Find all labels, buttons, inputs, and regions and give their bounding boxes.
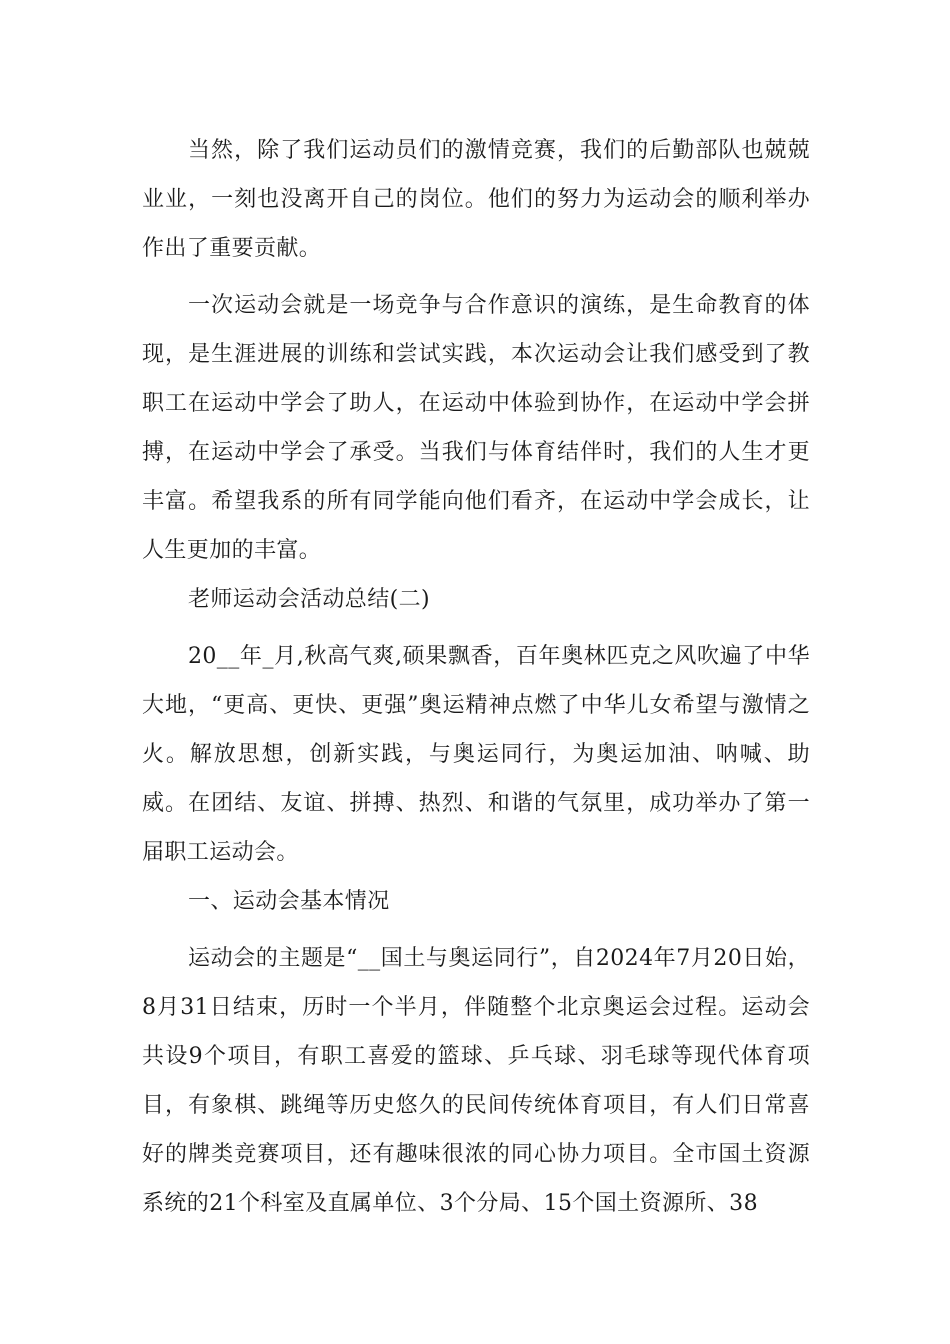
section-title: 老师运动会活动总结(二) xyxy=(188,587,430,612)
paragraph-basic-info: 运动会的主题是“__国土与奥运同行”，自2024年7月20日始，8月31日结束，历时一个半月，伴随整个北京奥运会过程。运动会共设9个项目，有职工喜爱的篮球、乒乓球、羽毛球等现代体育项目，有象棋、跳绳等历史悠久的民间传统体育项目，有人们日常喜好的牌类竞赛项目，还有趣味很浓的同心协力项目。全市国土资源系统的21个科室及直属单位、3个分局、15个国土资源所、38 xyxy=(142,946,810,1216)
document-body xyxy=(142,126,810,1228)
paragraph-intro: 20__年_月,秋高气爽,硕果飘香，百年奥林匹克之风吹遍了中华大地，“更高、更快、更强”奥运精神点燃了中华儿女希望与激情之火。解放思想，创新实践，与奥运同行，为奥运加油、呐喊、助威。在团结、友谊、拼搏、热烈、和谐的气氛里，成功举办了第一届职工运动会。 xyxy=(142,644,810,865)
paragraph-logistics: 当然，除了我们运动员们的激情竞赛，我们的后勤部队也兢兢业业，一刻也没离开自己的岗位。他们的努力为运动会的顺利举办作出了重要贡献。 xyxy=(142,138,810,261)
paragraph-significance: 一次运动会就是一场竞争与合作意识的演练，是生命教育的体现，是生涯进展的训练和尝试实践，本次运动会让我们感受到了教职工在运动中学会了助人，在运动中体验到协作，在运动中学会拼搏，在运动中学会了承受。当我们与体育结伴时，我们的人生才更丰富。希望我系的所有同学能向他们看齐，在运动中学会成长，让人生更加的丰富。 xyxy=(142,293,810,563)
subsection-heading: 一、运动会基本情况 xyxy=(188,889,390,914)
